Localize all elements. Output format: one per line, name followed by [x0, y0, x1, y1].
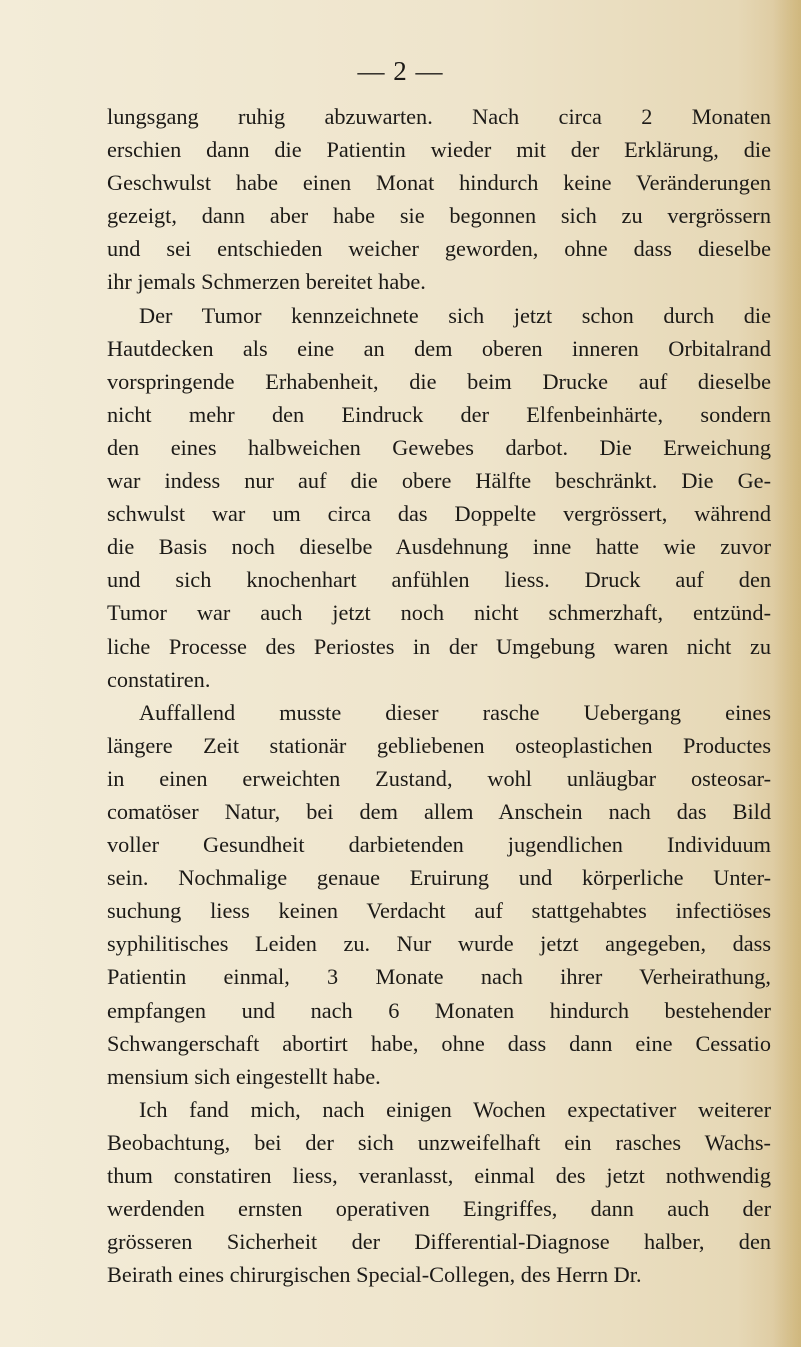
text-line: erschien dann die Patientin wieder mit der Erklärung, die [107, 137, 771, 163]
text-line: constatiren. [107, 666, 211, 692]
text-line: gezeigt, dann aber habe sie begonnen sich zu vergrössern [107, 203, 771, 229]
text-line: Tumor war auch jetzt noch nicht schmerzhaft, entzünd- [107, 600, 771, 626]
text-line: den eines halbweichen Gewebes darbot. Die Erweichung [107, 434, 771, 460]
text-line: mensium sich eingestellt habe. [107, 1063, 381, 1089]
text-line: Geschwulst habe einen Monat hindurch keine Veränderungen [107, 170, 771, 196]
text-line: werdenden ernsten operativen Eingriffes, dann auch der [107, 1196, 771, 1222]
text-line: war indess nur auf die obere Hälfte beschränkt. Die Ge- [107, 468, 771, 494]
text-line: längere Zeit stationär gebliebenen osteoplastichen Productes [107, 732, 771, 758]
text-line: die Basis noch dieselbe Ausdehnung inne hatte wie zuvor [107, 534, 771, 560]
text-line: schwulst war um circa das Doppelte vergrössert, während [107, 501, 771, 527]
paragraph [107, 299, 771, 696]
paragraph [107, 696, 771, 1093]
page-number: — 2 — [357, 56, 444, 86]
body-text [107, 100, 771, 1291]
text-line: syphilitisches Leiden zu. Nur wurde jetzt angegeben, dass [107, 931, 771, 957]
text-line: sein. Nochmalige genaue Eruirung und körperliche Unter- [107, 865, 771, 891]
text-line: ihr jemals Schmerzen bereitet habe. [107, 269, 426, 295]
text-line: Schwangerschaft abortirt habe, ohne dass dann eine Cessatio [107, 1030, 771, 1056]
text-line: Ich fand mich, nach einigen Wochen expectativer weiterer [139, 1096, 771, 1122]
text-line: liche Processe des Periostes in der Umgebung waren nicht zu [107, 633, 771, 659]
text-line: Auffallend musste dieser rasche Uebergang eines [139, 699, 771, 725]
text-line: und sich knochenhart anfühlen liess. Druck auf den [107, 567, 771, 593]
text-line: vorspringende Erhabenheit, die beim Drucke auf dieselbe [107, 368, 771, 394]
text-line: in einen erweichten Zustand, wohl unläugbar osteosar- [107, 765, 771, 791]
text-line: comatöser Natur, bei dem allem Anschein nach das Bild [107, 798, 771, 824]
page-edge-shading [773, 0, 801, 1347]
text-line: Beobachtung, bei der sich unzweifelhaft ein rasches Wachs- [107, 1129, 771, 1155]
text-line: Der Tumor kennzeichnete sich jetzt schon durch die [139, 302, 771, 328]
text-line: und sei entschieden weicher geworden, ohne dass dieselbe [107, 236, 771, 262]
text-line: Hautdecken als eine an dem oberen inneren Orbitalrand [107, 335, 771, 361]
text-line: nicht mehr den Eindruck der Elfenbeinhärte, sondern [107, 401, 771, 427]
text-line: suchung liess keinen Verdacht auf stattgehabtes infectiöses [107, 898, 771, 924]
text-line: thum constatiren liess, veranlasst, einmal des jetzt nothwendig [107, 1163, 771, 1188]
text-line: empfangen und nach 6 Monaten hindurch bestehender [107, 997, 771, 1023]
paragraph [107, 100, 771, 299]
text-line: lungsgang ruhig abzuwarten. Nach circa 2 Monaten [107, 104, 771, 129]
text-line: Beirath eines chirurgischen Special-Collegen, des Herrn Dr. [107, 1262, 642, 1288]
text-line: Patientin einmal, 3 Monate nach ihrer Verheirathung, [107, 964, 771, 990]
paragraph [107, 1093, 771, 1292]
text-line: grösseren Sicherheit der Differential-Diagnose halber, den [107, 1229, 771, 1255]
text-line: voller Gesundheit darbietenden jugendlichen Individuum [107, 832, 771, 858]
